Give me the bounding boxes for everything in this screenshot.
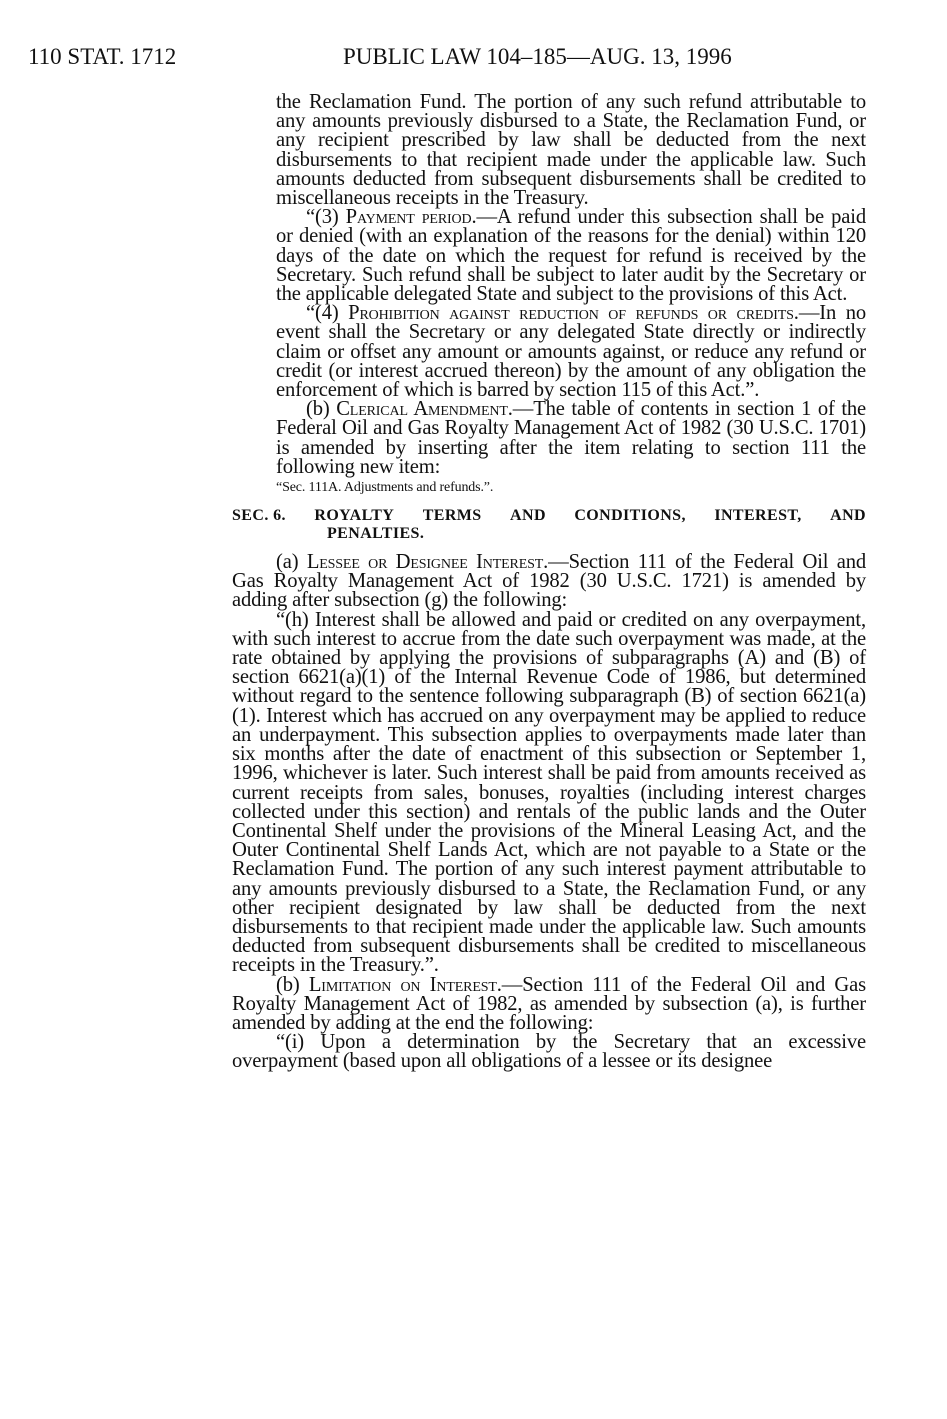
- paragraph-heading: Clerical Amendment.: [336, 398, 513, 421]
- section-title-word: ROYALTY: [314, 507, 395, 525]
- section-heading-line: [232, 507, 866, 525]
- section-title-word: TERMS: [422, 507, 482, 525]
- section-title-word: CONDITIONS,: [574, 507, 686, 525]
- section-title-word: INTEREST,: [714, 507, 802, 525]
- section-title-continuation: PENALTIES.: [327, 525, 425, 543]
- paragraph-refund-continuation: the Reclamation Fund. The portion of any such refund attributable to any amounts previously disbursed to a State, the Reclamation Fund, or any recipient prescribed by law shall be deducted from the next disbursements to that recipient made under the applicable law. Such amounts deducted from subsequent disbursements shall be credited to miscellaneous receipts in the Treasury.: [276, 91, 866, 210]
- section-title-word: AND: [830, 507, 866, 525]
- statute-page-number: 110 STAT. 1712: [28, 44, 177, 69]
- paragraph-prohibition: [0, 304, 947, 400]
- paragraph-number: (b): [276, 973, 309, 996]
- paragraph-heading: Limitation on Interest.: [308, 973, 502, 996]
- public-law-citation: PUBLIC LAW 104–185—AUG. 13, 1996: [343, 44, 732, 69]
- paragraph-heading: Prohibition against reduction of refunds or credits.: [348, 302, 799, 325]
- paragraph-number: “(4): [306, 302, 349, 325]
- paragraph-text: —A refund under this subsection shall be paid or denied (with an explanation of the reasons for the denial) within 120 days of the date on which the request for refund is received by the Secretary. Such refund shall be subject to later audit by the Secretary or the applicable delegated State and subject to the provisions of this Act.: [276, 206, 866, 306]
- body-text: [0, 93, 947, 1072]
- paragraph-number: “(3): [306, 206, 346, 229]
- paragraph-heading: Lessee or Designee Interest.: [306, 551, 549, 574]
- paragraph-text: —The table of contents in section 1 of the Federal Oil and Gas Royalty Management Act of 1982 (30 U.S.C. 1701) is amended by inserting after the item relating to section 111 the following new item:: [276, 398, 867, 478]
- paragraph-limitation-interest: [0, 973, 947, 1034]
- paragraph-text: —Section 111 of the Federal Oil and Gas Royalty Management Act of 1982 (30 U.S.C. 1721) is amended by adding after subsection (g) the following:: [232, 551, 867, 612]
- paragraph-clerical-amendment: [0, 400, 947, 477]
- paragraph-number: (a): [276, 551, 307, 574]
- paragraph-subsection-h: “(h) Interest shall be allowed and paid or credited on any overpayment, with such interest to accrue from the date such overpayment was made, at the rate obtained by applying the provisions of subparagraphs (A) and (B) of section 6621(a)(1) of the Internal Revenue Code of 1986, but determined without regard to the sentence following subparagraph (B) of section 6621(a)(1). Interest which has accrued on any overpayment may be applied to reduce an underpayment. This subsection applies to overpayments made later than six months after the date of enactment of this subsection or September 1, 1996, whichever is later. Such interest shall be paid from amounts received as current receipts from sales, bonuses, royalties (including interest charges collected under this section) and rentals of the public lands and the Outer Continental Shelf under the provisions of the Mineral Leasing Act, and the Outer Continental Shelf Lands Act, which are not payable to a State or the Reclamation Fund. The portion of any such interest payment attributable to any amounts previously disbursed to a State, the Reclamation Fund, or any other recipient designated by law shall be deducted from the next disbursements to that recipient made under the applicable law. Such amounts deducted from subsequent disbursements shall be credited to miscellaneous receipts in the Treasury.”.: [232, 608, 866, 977]
- section-title-word: AND: [510, 507, 546, 525]
- paragraph-number: (b): [306, 398, 337, 421]
- paragraph-subsection-i: “(i) Upon a determination by the Secretary that an excessive overpayment (based upon all obligations of a lessee or its designee: [232, 1031, 866, 1073]
- paragraph-lessee-interest: [0, 553, 947, 611]
- section-heading: [0, 507, 947, 543]
- paragraph-heading: Payment period.: [345, 206, 477, 229]
- table-of-contents-item: “Sec. 111A. Adjustments and refunds.”.: [276, 480, 494, 496]
- section-label: SEC. 6.: [232, 507, 286, 525]
- paragraph-text: —In no event shall the Secretary or any delegated State directly or indirectly claim or offset any amount or amounts against, or reduce any refund or credit (or interest accrued thereon) by the amount of any obligation the enforcement of which is barred by section 115 of this Act.”.: [276, 302, 866, 402]
- paragraph-text: —Section 111 of the Federal Oil and Gas Royalty Management Act of 1982, as amended by subsection (a), is further amended by adding at the end the following:: [232, 973, 867, 1034]
- paragraph-payment-period: [0, 208, 947, 304]
